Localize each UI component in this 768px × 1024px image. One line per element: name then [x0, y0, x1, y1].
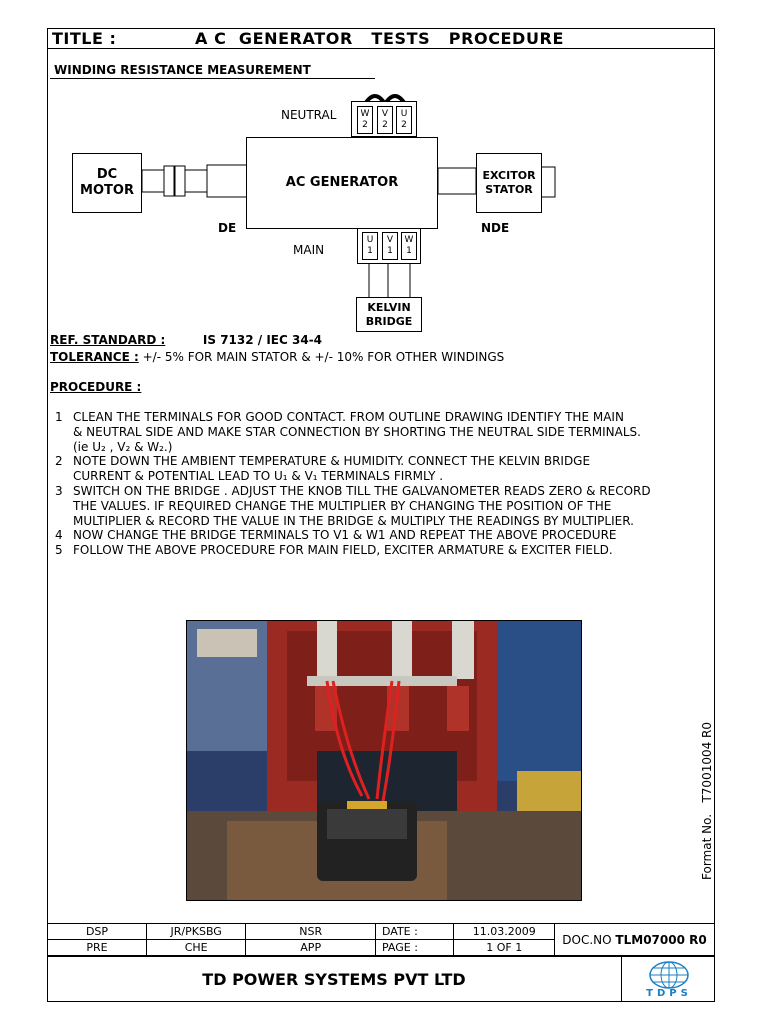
list-item: 2 NOTE DOWN THE AMBIENT TEMPERATURE & HUMIDITY. CONNECT THE KELVIN BRIDGE CURRENT & POTENTIAL LEAD TO U₁ & V₁ TERMINALS FIRMLY .	[55, 454, 591, 484]
terminal-u2: U 2	[396, 106, 412, 134]
ref-standard-value: IS 7132 / IEC 34-4	[202, 333, 323, 347]
procedure-heading: PROCEDURE :	[50, 380, 142, 394]
terminal-u1: U 1	[362, 232, 378, 260]
signoff-table	[47, 923, 555, 956]
test-setup-photo	[186, 620, 582, 901]
format-number: Format No. T7001004 R0	[700, 721, 714, 880]
neutral-label: NEUTRAL	[281, 108, 337, 122]
company-name: TD POWER SYSTEMS PVT LTD	[47, 956, 621, 1002]
main-label: MAIN	[293, 243, 325, 257]
terminal-w2: W 2	[357, 106, 373, 134]
terminal-v2: V 2	[377, 106, 393, 134]
ref-standard-line	[50, 333, 322, 347]
table-row: DSP JR/PKSBG NSR DATE : 11.03.2009	[48, 924, 555, 940]
list-item: 1 CLEAN THE TERMINALS FOR GOOD CONTACT. FROM OUTLINE DRAWING IDENTIFY THE MAIN & NEUTRAL SIDE AND MAKE STAR CONNECTION BY SHORTING THE NEUTRAL SIDE TERMINALS. (ie U₂ , V₂ & W₂.)	[55, 410, 641, 454]
company-logo	[621, 956, 715, 1002]
doc-number-label: DOC.NO	[562, 932, 612, 947]
tolerance-label: TOLERANCE :	[50, 350, 139, 364]
ac-generator-box: AC GENERATOR	[246, 137, 438, 229]
de-label: DE	[218, 221, 237, 235]
title-label: TITLE :	[52, 29, 117, 48]
table-row: PRE CHE APP PAGE : 1 OF 1	[48, 940, 555, 956]
logo-text: TDPS	[646, 988, 692, 999]
terminal-v1: V 1	[382, 232, 398, 260]
tolerance-line	[50, 350, 504, 364]
excitor-stator-box: EXCITOR STATOR	[476, 153, 542, 213]
tolerance-value: +/- 5% FOR MAIN STATOR & +/- 10% FOR OTHER WINDINGS	[142, 350, 505, 364]
list-item: 3 SWITCH ON THE BRIDGE . ADJUST THE KNOB TILL THE GALVANOMETER READS ZERO & RECORD THE VALUES. IF REQUIRED CHANGE THE MULTIPLIER BY CHANGING THE POSITION OF THE MULTIPLIER & RECORD THE VALUE IN THE BRIDGE & MULTIPLY THE READINGS BY MULTIPLIER.	[55, 483, 651, 528]
procedure-steps	[55, 410, 705, 558]
page-title: A C GENERATOR TESTS PROCEDURE	[195, 29, 564, 48]
dc-motor-box: DC MOTOR	[72, 153, 142, 213]
ref-standard-label: REF. STANDARD :	[50, 333, 166, 347]
doc-number	[555, 923, 715, 956]
section-heading: WINDING RESISTANCE MEASUREMENT	[54, 63, 311, 77]
kelvin-bridge-box: KELVIN BRIDGE	[356, 297, 422, 332]
list-item: 4 NOW CHANGE THE BRIDGE TERMINALS TO V1 & W1 AND REPEAT THE ABOVE PROCEDURE	[55, 528, 617, 543]
nde-label: NDE	[481, 221, 510, 235]
list-item: 5 FOLLOW THE ABOVE PROCEDURE FOR MAIN FIELD, EXCITER ARMATURE & EXCITER FIELD.	[55, 543, 613, 558]
terminal-w1: W 1	[401, 232, 417, 260]
doc-number-value: TLM07000 R0	[615, 932, 707, 947]
